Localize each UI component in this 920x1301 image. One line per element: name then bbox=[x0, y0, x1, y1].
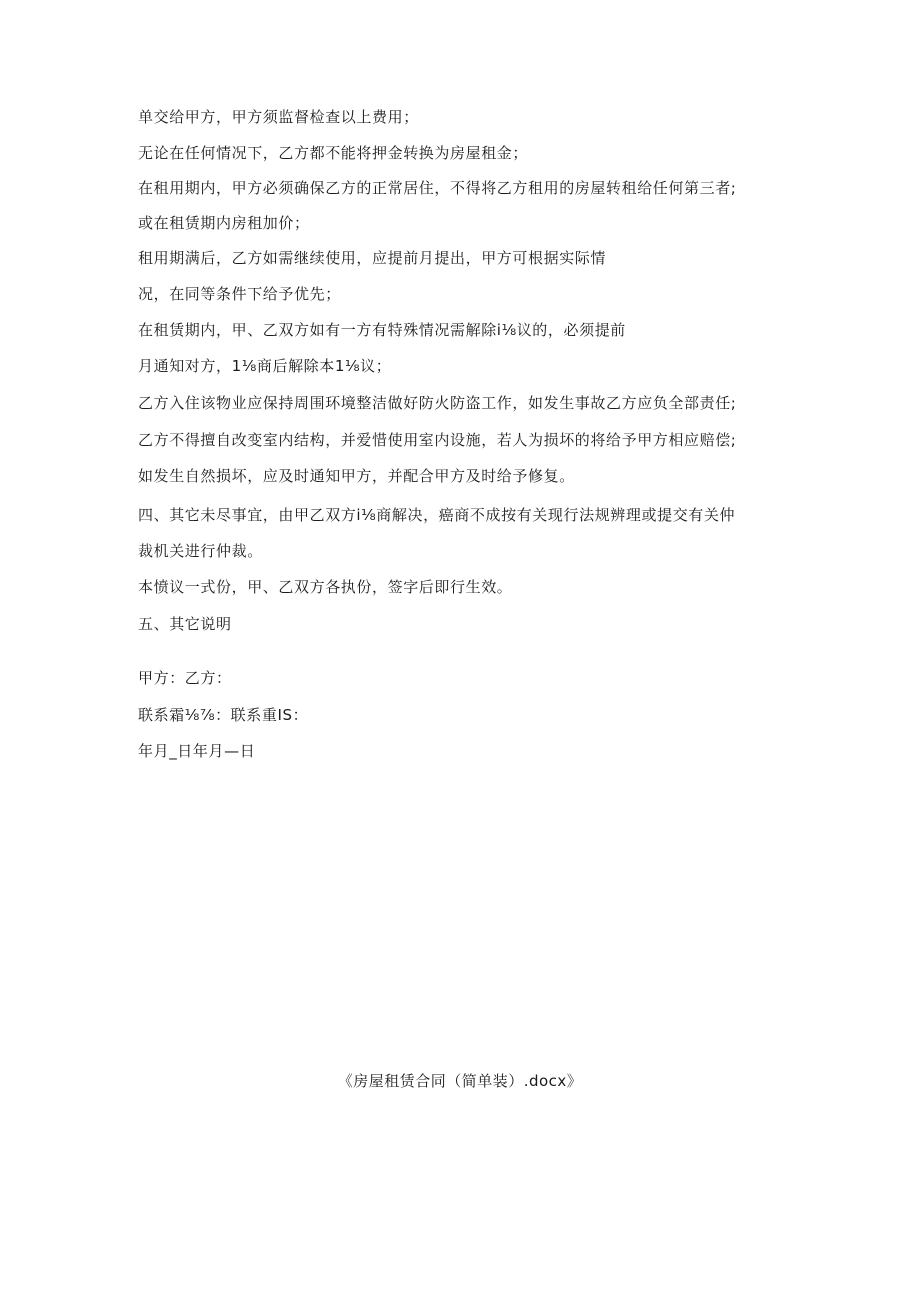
text-line-10: 乙方不得擅自改变室内结构，并爱惜使用室内设施，若人为损坏的将给予甲方相应赔偿; bbox=[138, 431, 737, 449]
text-line-5: 租用期满后，乙方如需继续使用，应提前月提出，甲方可根据实际情 bbox=[138, 249, 607, 267]
text-line-7: 在租赁期内，甲、乙双方如有一方有特殊情况需解除i⅛议的，必须提前 bbox=[138, 321, 626, 339]
signature-parties: 甲方：乙方： bbox=[138, 669, 232, 687]
text-line-4: 或在租赁期内房租加价； bbox=[138, 214, 310, 232]
text-line-8: 月通知对方，1⅛商后解除本1⅛议； bbox=[138, 357, 392, 375]
text-line-14: 本愤议一式份，甲、乙双方各执份，签字后即行生效。 bbox=[138, 578, 513, 596]
text-line-12: 四、其它未尽事宜，由甲乙双方i⅛商解决，癌商不成按有关现行法规辨理或提交有关仲 bbox=[138, 506, 736, 524]
text-line-3: 在租用期内，甲方必须确保乙方的正常居住，不得将乙方租用的房屋转租给任何第三者; bbox=[138, 179, 737, 197]
text-line-13: 裁机关进行仲裁。 bbox=[138, 542, 263, 560]
text-line-6: 况，在同等条件下给予优先； bbox=[138, 285, 341, 303]
text-line-9: 乙方入住该物业应保持周围环境整洁做好防火防盗工作，如发生事故乙方应负全部责任; bbox=[138, 394, 737, 412]
section-heading-other: 五、其它说明 bbox=[138, 615, 232, 633]
text-line-2: 无论在任何情况下，乙方都不能将押金转换为房屋租金； bbox=[138, 144, 529, 162]
text-line-11: 如发生自然损坏，应及时通知甲方，并配合甲方及时给予修复。 bbox=[138, 467, 575, 485]
document-footer-filename: 《房屋租赁合同（简单装）.docx》 bbox=[337, 1072, 583, 1090]
signature-contacts: 联系霜⅛⅞：联系重IS： bbox=[138, 706, 309, 724]
text-line-1: 单交给甲方，甲方须监督检查以上费用； bbox=[138, 108, 419, 126]
signature-dates: 年月_日年月—日 bbox=[138, 742, 256, 760]
